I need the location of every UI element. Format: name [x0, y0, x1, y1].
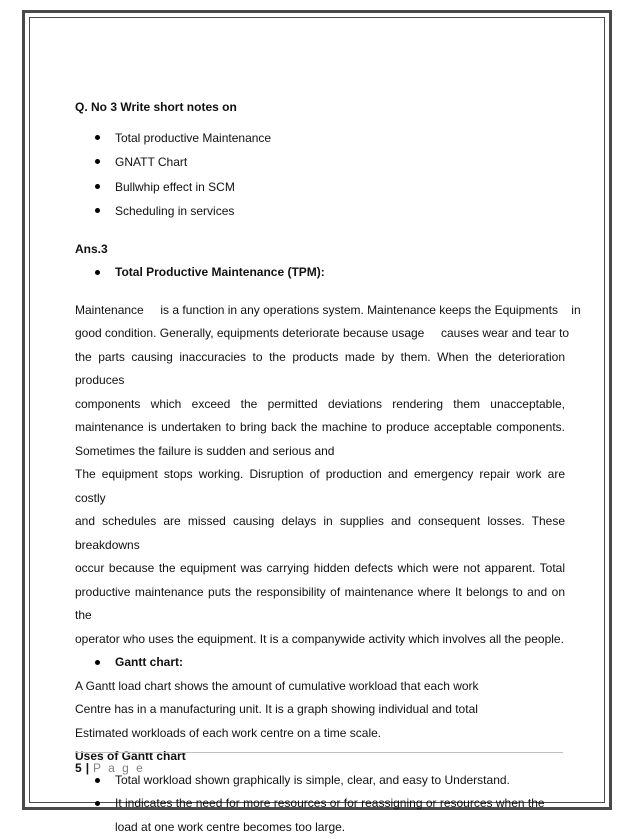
gantt-heading-list — [75, 651, 565, 675]
uses-heading: Uses of Gantt chart — [75, 745, 565, 769]
text-line: operator who uses the equipment. It is a companywide activity which involves all the people. — [75, 628, 565, 652]
tpm-paragraph — [75, 299, 565, 652]
tpm-heading-list — [75, 261, 565, 285]
text-line: components which exceed the permitted deviations rendering them unacceptable, — [75, 393, 565, 417]
text-line: Maintenance is a function in any operations system. Maintenance keeps the Equipments in — [75, 299, 565, 323]
text-line: A Gantt load chart shows the amount of cumulative workload that each work — [75, 675, 565, 699]
answer-label: Ans.3 — [75, 238, 565, 262]
page-label: P a g e — [93, 761, 145, 775]
text-line: occur because the equipment was carrying hidden defects which were not apparent. Total — [75, 557, 565, 581]
question-list — [75, 126, 565, 224]
page-footer — [75, 752, 563, 775]
footer-separator: | — [82, 761, 93, 775]
text-line: the parts causing inaccuracies to the products made by them. When the deterioration produces — [75, 346, 565, 393]
text-line: The equipment stops working. Disruption of production and emergency repair work are costly — [75, 463, 565, 510]
gantt-heading: Gantt chart: — [75, 651, 565, 675]
text-line: maintenance is undertaken to bring back the machine to produce acceptable components. — [75, 416, 565, 440]
list-item: Total productive Maintenance — [75, 126, 565, 151]
text-line: and schedules are missed causing delays in supplies and consequent losses. These breakdowns — [75, 510, 565, 557]
list-item: Bullwhip effect in SCM — [75, 175, 565, 200]
uses-list — [75, 769, 565, 839]
gantt-paragraph — [75, 675, 565, 746]
list-item: Scheduling in services — [75, 199, 565, 224]
document-body — [75, 96, 565, 839]
text-line: Centre has in a manufacturing unit. It is a graph showing individual and total — [75, 698, 565, 722]
text-line: good condition. Generally, equipments deteriorate because usage causes wear and tear to — [75, 322, 565, 346]
list-item: GNATT Chart — [75, 150, 565, 175]
list-item: It indicates the need for more resources or for reassigning or resources when the load at one work centre becomes too large. — [75, 792, 565, 839]
list-item: Total workload shown graphically is simple, clear, and easy to Understand. — [75, 769, 565, 793]
page-number: 5 — [75, 761, 82, 775]
text-line: Estimated workloads of each work centre on a time scale. — [75, 722, 565, 746]
question-title: Q. No 3 Write short notes on — [75, 96, 565, 120]
tpm-heading: Total Productive Maintenance (TPM): — [75, 261, 565, 285]
text-line: productive maintenance puts the responsibility of maintenance where It belongs to and on the — [75, 581, 565, 628]
text-line: Sometimes the failure is sudden and serious and — [75, 440, 565, 464]
